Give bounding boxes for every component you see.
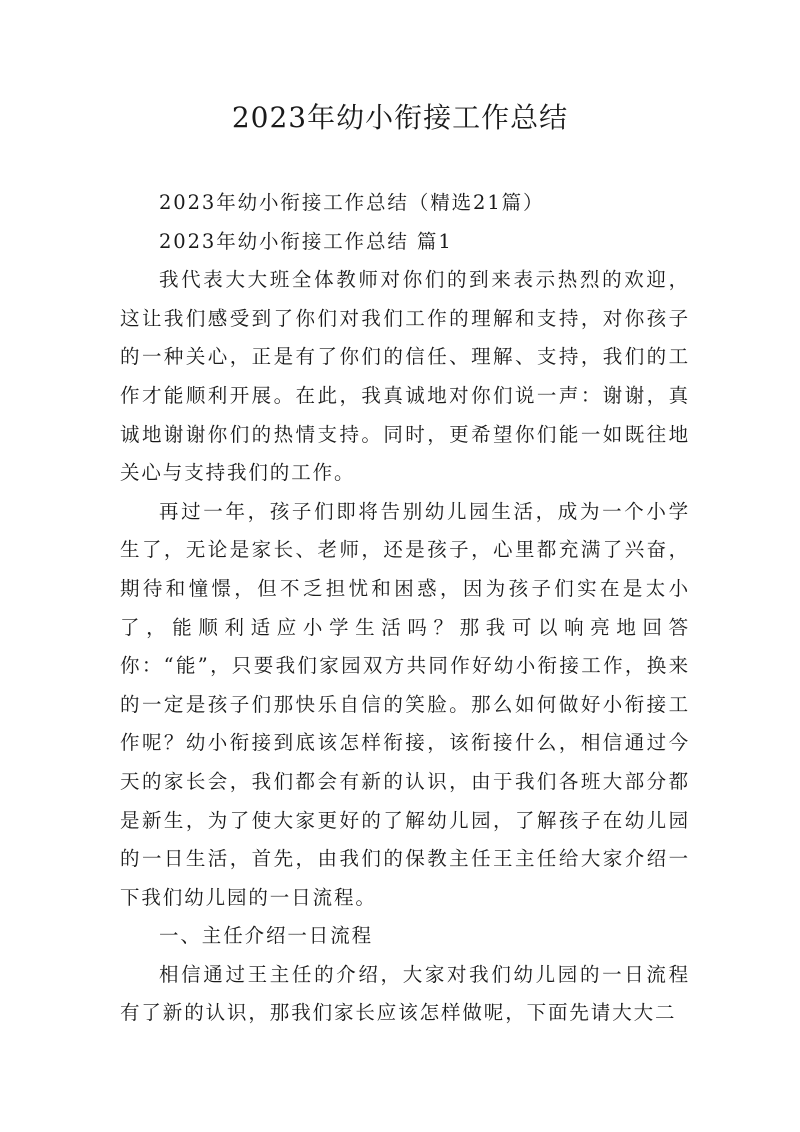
- document-body: [120, 184, 690, 1033]
- body-paragraph: 相信通过王主任的介绍，大家对我们幼儿园的一日流程有了新的认识，那我们家长应该怎样做呢，下面先请大大二: [120, 962, 690, 1025]
- body-paragraph: 再过一年，孩子们即将告别幼儿园生活，成为一个小学生了，无论是家长、老师，还是孩子，心里都充满了兴奋，期待和憧憬，但不乏担忧和困惑，因为孩子们实在是太小了，能顺利适应小学生活吗？那我可以响亮地回答你：“能”，只要我们家园双方共同作好幼小衔接工作，换来的一定是孩子们那快乐自信的笑脸。那么如何做好小衔接工作呢？幼小衔接到底该怎样衔接，该衔接什么，相信通过今天的家长会，我们都会有新的认识，由于我们各班大部分都是新生，为了使大家更好的了解幼儿园，了解孩子在幼儿园的一日生活，首先，由我们的保教主任王主任给大家介绍一下我们幼儿园的一日流程。: [120, 499, 690, 909]
- body-paragraph: 我代表大大班全体教师对你们的到来表示热烈的欢迎，这让我们感受到了你们对我们工作的理解和支持，对你孩子的一种关心，正是有了你们的信任、理解、支持，我们的工作才能顺利开展。在此，我真诚地对你们说一声：谢谢，真诚地谢谢你们的热情支持。同时，更希望你们能一如既往地关心与支持我们的工作。: [120, 268, 690, 485]
- subsection-heading: 一、主任介绍一日流程: [159, 924, 374, 948]
- document-title: 2023年幼小衔接工作总结: [231, 101, 569, 134]
- subtitle-line: 2023年幼小衔接工作总结（精选21篇）: [159, 191, 545, 214]
- section-heading: 2023年幼小衔接工作总结 篇1: [159, 229, 453, 253]
